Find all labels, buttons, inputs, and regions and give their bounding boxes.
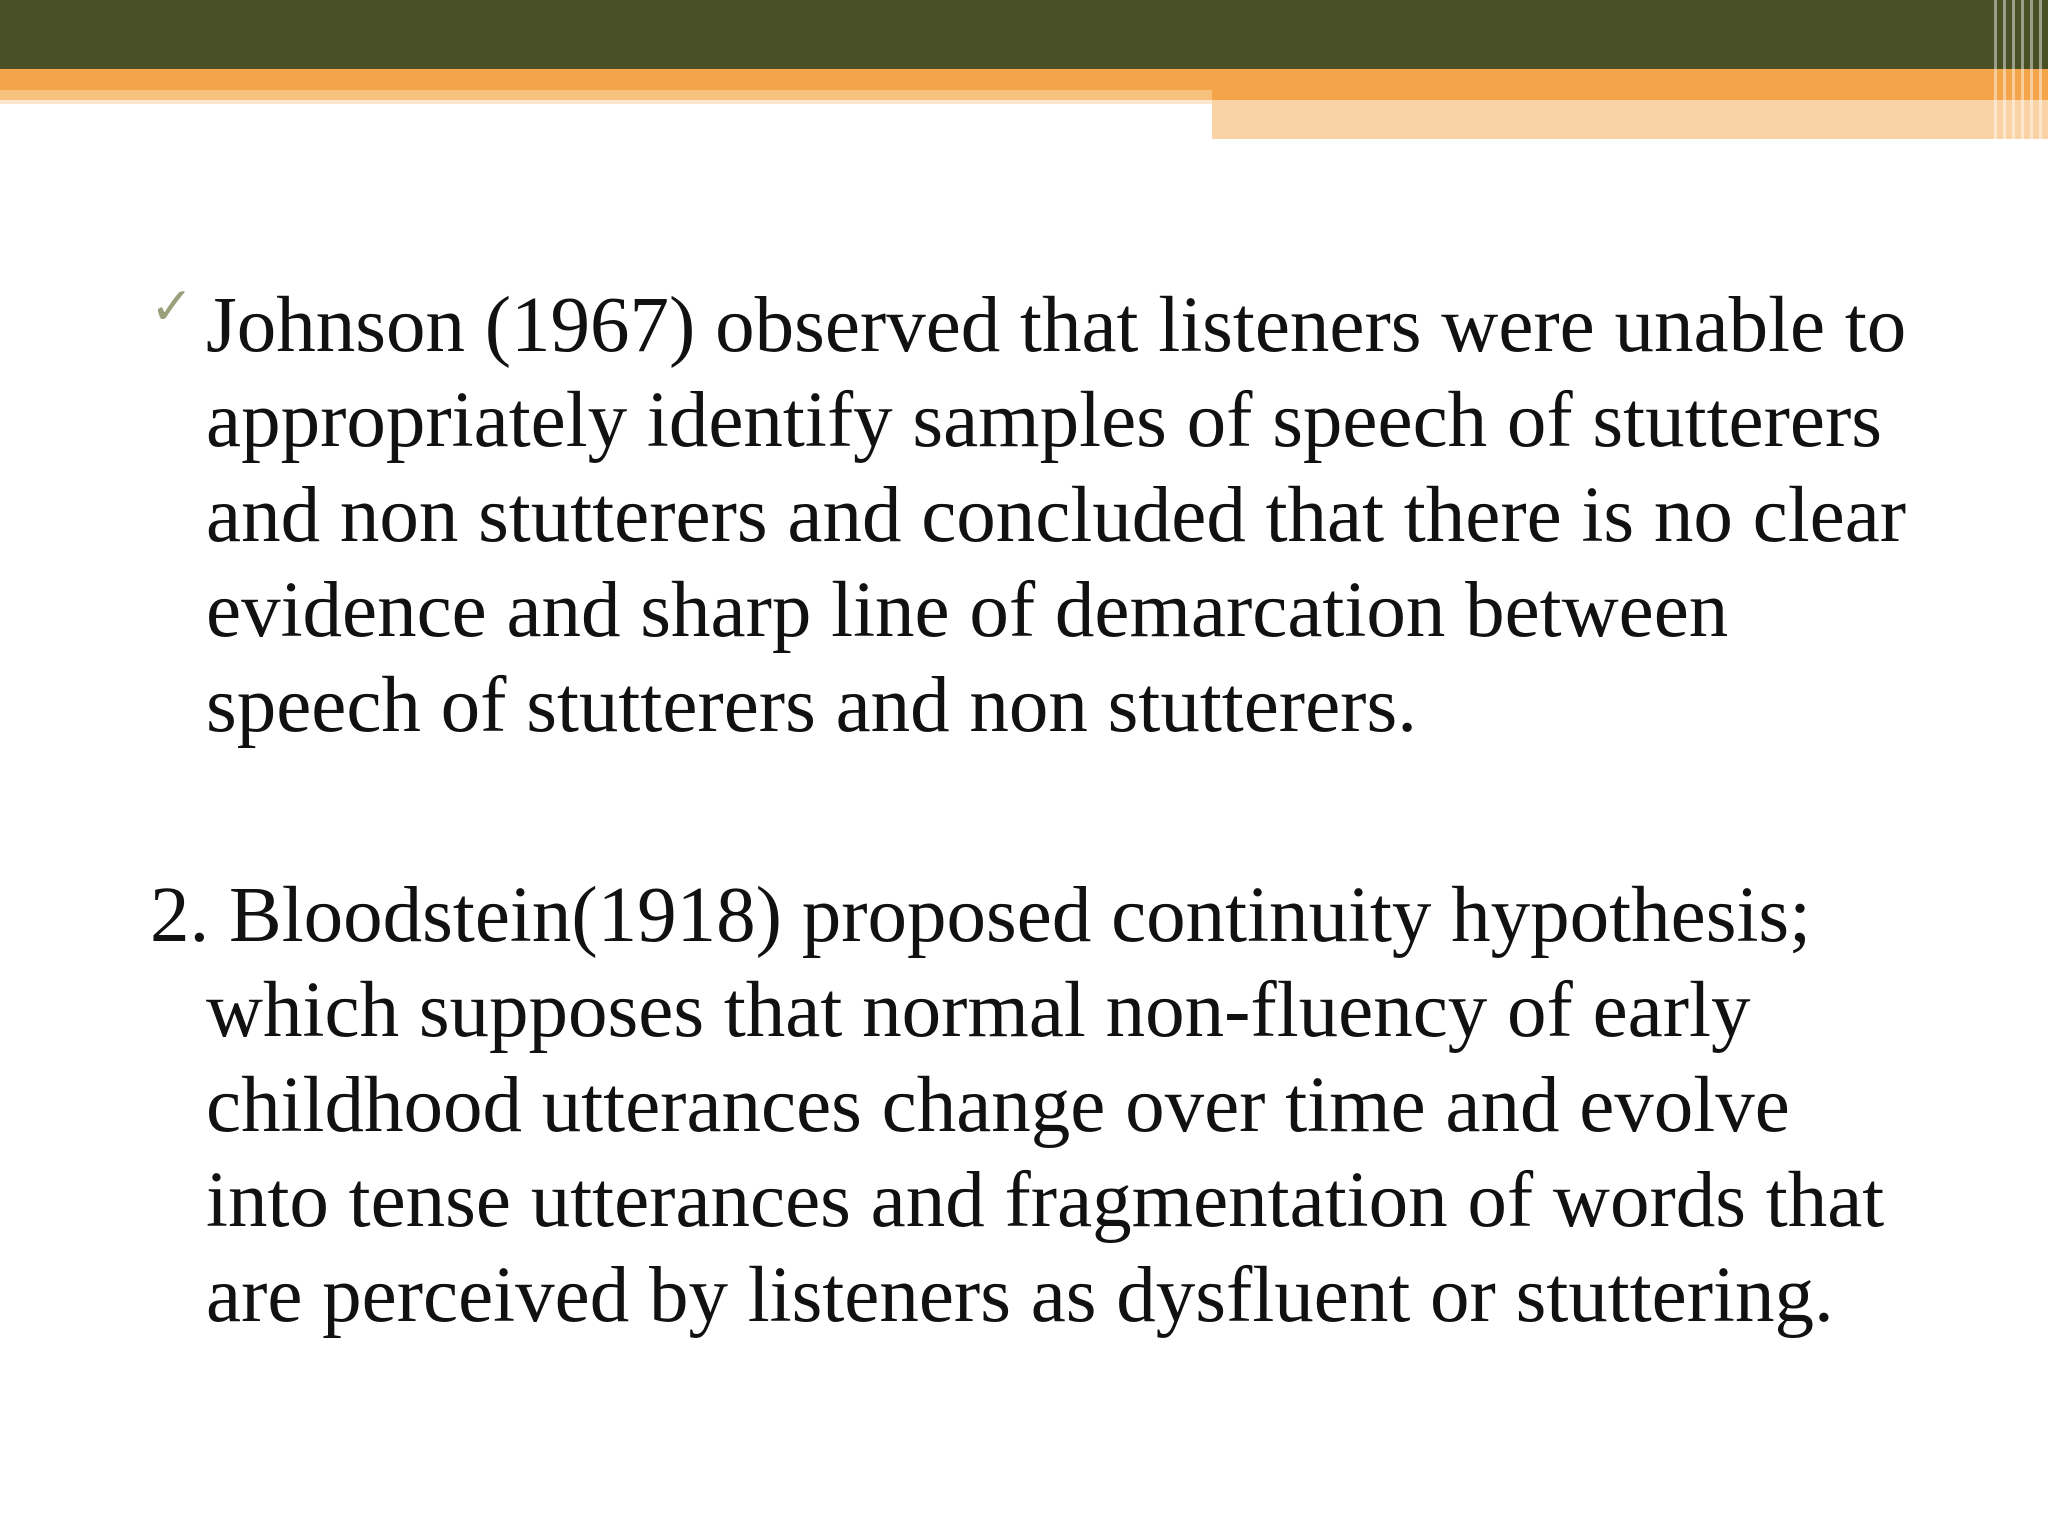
checkmark-icon: ✓ (150, 277, 194, 337)
point-text: Bloodstein(1918) proposed continuity hypothesis; which supposes that normal non-fluency of early childhood utterances change over time and evolve into tense utterances and fragmentation of words that are perceived by listeners as dysfluent or stuttering. (206, 872, 1885, 1339)
bullet-point-johnson (150, 278, 1930, 753)
numbered-point-bloodstein (150, 868, 1930, 1343)
bullet-text: Johnson (1967) observed that listeners were unable to appropriately identify samples of speech of stutterers and non stutterers and concluded that there is no clear evidence and sharp line of demarcation between speech of stutterers and non stutterers. (206, 282, 1907, 749)
point-number: 2. (150, 872, 210, 959)
header-peach-light-band (0, 100, 1212, 104)
header-dark-band (0, 0, 2048, 69)
header-orange-light-band (0, 90, 1212, 100)
header-edge-stripes (1988, 0, 2048, 139)
slide-body (150, 278, 1930, 1343)
header-peach-band (1212, 100, 2048, 139)
